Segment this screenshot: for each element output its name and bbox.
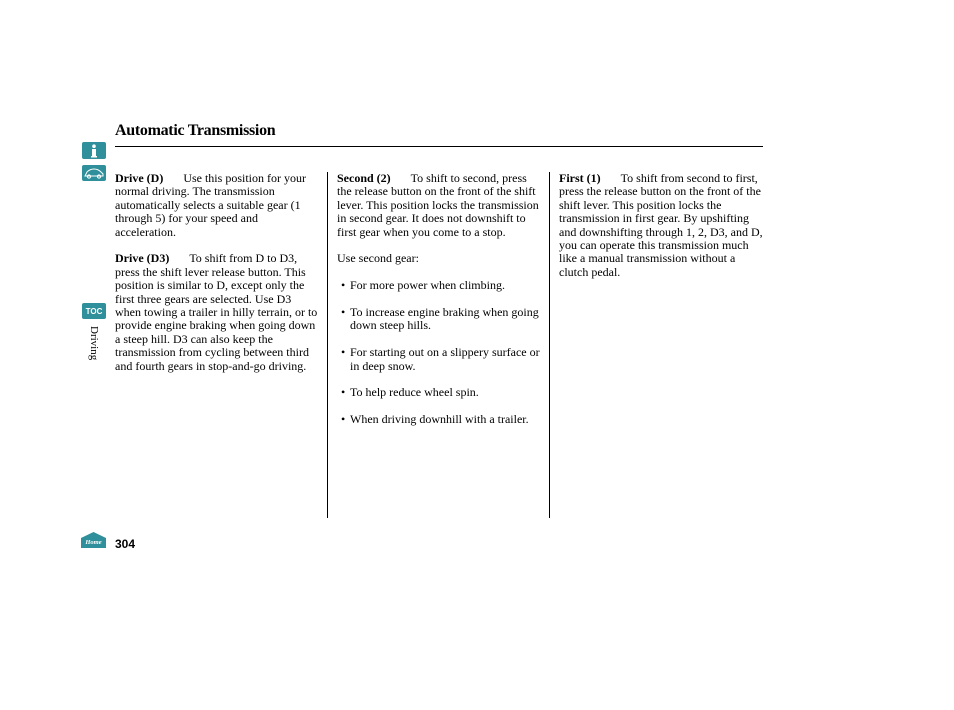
list-item: • For more power when climbing. <box>337 279 542 292</box>
paragraph-use-second: Use second gear: <box>337 251 419 266</box>
text-drive-d3: To shift from D to D3, press the shift lever release button. This position is similar to D, except only the first three gears are selected. Use D3 when towing a trailer in hilly terrain, or to provide engine braking when going down a steep hill. D3 can also keep the transmission from cycling between third and fourth gears in stop-and-go driving. <box>115 251 318 373</box>
car-icon[interactable] <box>82 165 106 181</box>
home-button[interactable] <box>80 531 107 549</box>
list-item: • To increase engine braking when going down steep hills. <box>337 306 542 333</box>
column-divider <box>549 172 550 518</box>
page-number: 304 <box>115 537 136 551</box>
text-first: To shift from second to first, press the release button on the front of the shift lever. This position locks the transmission in first gear. By upshifting and downshifting through 1, 2, D3, and D, you can operate this transmission much like a manual transmission without a clutch pedal. <box>559 171 763 279</box>
list-item: • To help reduce wheel spin. <box>337 386 542 399</box>
car-glyph-icon <box>82 165 106 181</box>
section-label: Driving <box>88 326 100 361</box>
toc-button[interactable]: TOC <box>82 303 106 319</box>
term-drive-d: Drive (D) <box>115 171 164 185</box>
home-label: Home <box>85 539 102 546</box>
paragraph-second <box>337 172 542 239</box>
page-title: Automatic Transmission <box>115 122 276 139</box>
column-drive <box>115 172 320 386</box>
column-divider <box>327 172 328 518</box>
text-second: To shift to second, press the release button on the front of the shift lever. This position locks the transmission in second gear. It does not downshift to first gear when you come to a stop. <box>337 171 539 239</box>
paragraph-drive-d3 <box>115 252 320 373</box>
home-icon <box>80 531 107 549</box>
paragraph-first <box>559 172 764 279</box>
second-gear-uses-list <box>337 279 542 426</box>
text-drive-d: Use this position for your normal driving. The transmission automatically selects a suitable gear (1 through 5) for your speed and acceleration. <box>115 171 306 239</box>
info-glyph-icon <box>89 144 99 158</box>
column-first <box>559 172 764 293</box>
term-drive-d3: Drive (D3) <box>115 251 170 266</box>
list-item: • When driving downhill with a trailer. <box>337 413 542 426</box>
term-second: Second (2) <box>337 171 391 185</box>
paragraph-drive-d <box>115 172 320 239</box>
term-first: First (1) <box>559 171 601 185</box>
title-divider <box>115 146 763 147</box>
column-second <box>337 172 542 440</box>
list-item: • For starting out on a slippery surface or in deep snow. <box>337 346 542 373</box>
info-icon[interactable] <box>82 142 106 159</box>
